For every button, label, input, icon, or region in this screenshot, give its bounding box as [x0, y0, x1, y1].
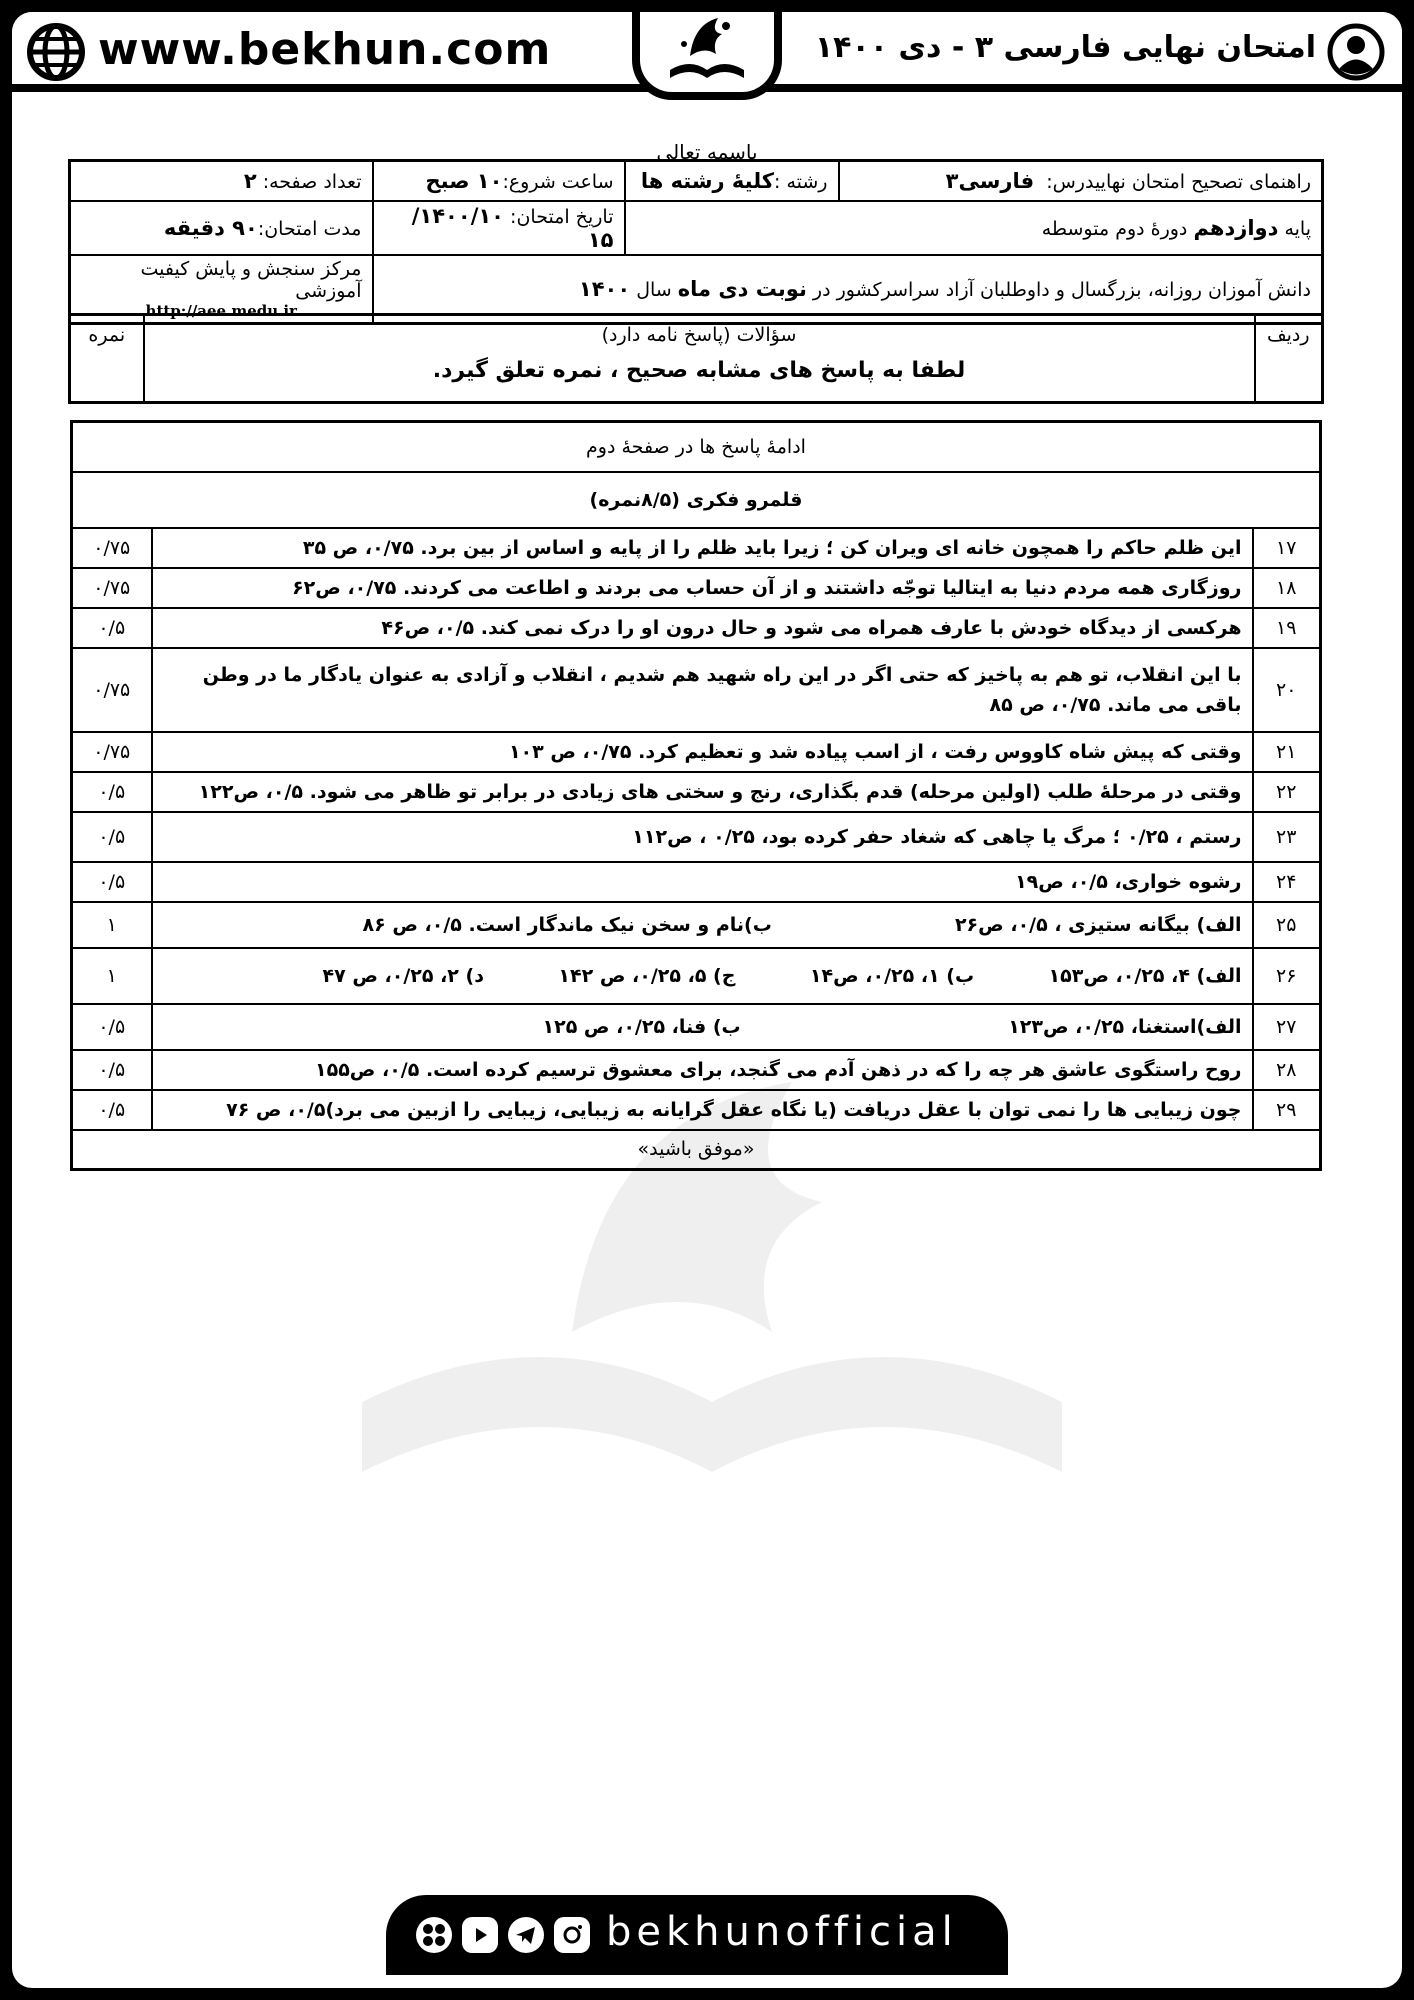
date-cell	[373, 201, 625, 255]
date-value: ۱۴۰۰/۱۰/ ۱۵	[411, 203, 614, 252]
answer-number: ۲۶	[1253, 948, 1321, 1004]
youtube-icon[interactable]	[462, 1917, 498, 1953]
instagram-icon[interactable]	[554, 1917, 590, 1953]
answer-number: ۲۸	[1253, 1050, 1321, 1090]
bismillah-heading: باسمه تعالی	[656, 140, 758, 164]
answer-number: ۲۴	[1253, 862, 1321, 902]
answer-text	[152, 1004, 1253, 1050]
answer-part-b: ب)نام و سخن نیک ماندگار است. ۰/۵، ص ۸۶	[362, 913, 772, 936]
social-footer	[386, 1895, 1008, 1975]
answer-text: رستم ، ۰/۲۵ ؛ مرگ یا چاهی که شغاد حفر کرده بود، ۰/۲۵ ، ص۱۱۲	[152, 812, 1253, 862]
center-name: مرکز سنجش و پایش کیفیت آموزشی	[140, 257, 362, 302]
pages-label: تعداد صفحه:	[262, 170, 362, 193]
answer-text: روزگاری همه مردم دنیا به ایتالیا توجّه داشتند و از آن حساب می بردند و اطاعت می کردند. ۰/۷۵، ص۶۲	[152, 568, 1253, 608]
answer-text: روح راستگوی عاشق هر چه را که در ذهن آدم می گنجد، برای معشوق ترسیم کرده است. ۰/۵، ص۱۵۵	[152, 1050, 1253, 1090]
answer-score: ۰/۷۵	[72, 648, 152, 732]
course-value: فارسی۳	[945, 168, 1035, 193]
answer-row-27	[72, 1004, 1321, 1050]
exam-info-table	[68, 159, 1324, 325]
answer-row	[72, 1050, 1321, 1090]
answer-score: ۰/۵	[72, 1050, 152, 1090]
date-label: تاریخ امتحان:	[510, 205, 614, 228]
user-icon[interactable]	[1326, 22, 1386, 82]
duration-cell	[70, 201, 373, 255]
answer-text: رشوه خواری، ۰/۵، ص۱۹	[152, 862, 1253, 902]
page-count-cell	[70, 161, 373, 201]
answer-number: ۱۷	[1253, 528, 1321, 568]
grade-cell	[625, 201, 1323, 255]
questions-header-table	[68, 313, 1324, 404]
answer-score: ۰/۵	[72, 1090, 152, 1130]
session-value: نوبت دی ماه	[677, 276, 807, 301]
pages-value: ۲	[243, 168, 257, 193]
center-url-link[interactable]: http://aee.medu.ir	[145, 301, 297, 320]
answer-row	[72, 862, 1321, 902]
duration-value: ۹۰ دقیقه	[163, 215, 258, 240]
answer-text: وقتی که پیش شاه کاووس رفت ، از اسب پیاده شد و تعظیم کرد. ۰/۷۵، ص ۱۰۳	[152, 732, 1253, 772]
answer-row-25	[72, 902, 1321, 948]
answer-score: ۰/۷۵	[72, 528, 152, 568]
answer-number: ۲۱	[1253, 732, 1321, 772]
field-value: کلیهٔ رشته ها	[640, 168, 775, 193]
answer-score: ۰/۷۵	[72, 732, 152, 772]
answer-part-a: الف) بیگانه ستیزی ، ۰/۵، ص۲۶	[954, 913, 1242, 936]
telegram-icon[interactable]	[508, 1917, 544, 1953]
year-label: سال	[636, 278, 672, 301]
answer-part-a: الف) ۴، ۰/۲۵، ص۱۵۳	[1048, 964, 1242, 987]
answer-row	[72, 732, 1321, 772]
aparat-icon[interactable]	[416, 1917, 452, 1953]
answer-part-b: ب) ۱، ۰/۲۵، ص۱۴	[809, 964, 975, 987]
score-label-cell: نمره	[70, 315, 144, 403]
answer-score: ۱	[72, 948, 152, 1004]
answer-text: این ظلم حاکم را همچون خانه ای ویران کن ؛ زیرا باید ظلم را از پایه و اساس از بین برد. ۰/۷۵، ص ۳۵	[152, 528, 1253, 568]
section-title: قلمرو فکری (۸/۵نمره)	[72, 472, 1321, 528]
answer-part-c: ج) ۵، ۰/۲۵، ص ۱۴۲	[558, 964, 736, 987]
answer-row	[72, 608, 1321, 648]
exam-title: امتحان نهایی فارسی ۳ - دی ۱۴۰۰	[814, 30, 1316, 65]
start-label: ساعت شروع:	[502, 170, 614, 193]
globe-icon	[26, 22, 86, 82]
answer-row	[72, 812, 1321, 862]
answer-number: ۲۵	[1253, 902, 1321, 948]
answer-score: ۰/۵	[72, 862, 152, 902]
students-text: دانش آموزان روزانه، بزرگسال و داوطلبان آزاد سراسرکشور در	[812, 278, 1311, 301]
answer-score: ۰/۵	[72, 1004, 152, 1050]
answer-text: با این انقلاب، تو هم به پاخیز که حتی اگر در این راه شهید هم شدیم ، انقلاب و آزادی به عنوان یادگار ما در وطن باقی می ماند. ۰/۷۵، ص ۸۵	[152, 648, 1253, 732]
field-cell	[625, 161, 839, 201]
year-value: ۱۴۰۰	[578, 276, 631, 301]
social-handle[interactable]: bekhunofficial	[606, 1909, 958, 1955]
brand-logo	[632, 12, 782, 100]
row-label-cell: ردیف	[1255, 315, 1323, 403]
answer-part-b: ب) فنا، ۰/۲۵، ص ۱۲۵	[542, 1015, 741, 1038]
guide-label: راهنمای تصحیح امتحان نهایی	[1094, 170, 1311, 193]
social-icons	[416, 1917, 590, 1953]
answer-row	[72, 772, 1321, 812]
answer-row	[72, 648, 1321, 732]
closing-wish: «موفق باشید»	[72, 1130, 1321, 1170]
answer-score: ۱	[72, 902, 152, 948]
grade-value: دوازدهم	[1193, 215, 1279, 240]
continued-note: ادامهٔ پاسخ ها در صفحهٔ دوم	[72, 422, 1321, 472]
answer-row	[72, 568, 1321, 608]
answer-part-a: الف)استغنا، ۰/۲۵، ص۱۲۳	[1008, 1015, 1242, 1038]
header-bar	[12, 12, 1402, 92]
answer-score: ۰/۵	[72, 772, 152, 812]
field-label: رشته :	[774, 170, 828, 193]
answer-number: ۱۸	[1253, 568, 1321, 608]
answer-text	[152, 948, 1253, 1004]
grading-note: لطفا به پاسخ های مشابه صحیح ، نمره تعلق گیرد.	[432, 358, 966, 383]
answer-number: ۱۹	[1253, 608, 1321, 648]
answer-number: ۲۹	[1253, 1090, 1321, 1130]
grade-rest: دورهٔ دوم متوسطه	[1041, 217, 1188, 240]
answer-number: ۲۷	[1253, 1004, 1321, 1050]
duration-label: مدت امتحان:	[257, 217, 362, 240]
start-time-cell	[373, 161, 625, 201]
answer-score: ۰/۵	[72, 608, 152, 648]
answer-text: هرکسی از دیدگاه خودش با عارف همراه می شود و حال درون او را درک نمی کند. ۰/۵، ص۴۶	[152, 608, 1253, 648]
course-label: درس:	[1046, 170, 1095, 193]
start-value: ۱۰ صبح	[425, 168, 503, 193]
answer-row	[72, 1090, 1321, 1130]
answers-body	[72, 528, 1321, 902]
answer-number: ۲۲	[1253, 772, 1321, 812]
answer-text: چون زیبایی ها را نمی توان با عقل دریافت (یا نگاه عقل گرایانه به زیبایی، زیبایی را ازبین می برد)۰/۵، ص ۷۶	[152, 1090, 1253, 1130]
answer-text: وقتی در مرحلهٔ طلب (اولین مرحله) قدم بگذاری، رنج و سختی های زیادی در برابر تو ظاهر می شود. ۰/۵، ص۱۲۲	[152, 772, 1253, 812]
answer-part-d: د) ۲، ۰/۲۵، ص ۴۷	[322, 964, 484, 987]
answer-score: ۰/۵	[72, 812, 152, 862]
answers-tail	[72, 1050, 1321, 1130]
site-url-link[interactable]: www.bekhun.com	[98, 24, 552, 75]
answer-text	[152, 902, 1253, 948]
grade-label: پایه	[1284, 217, 1311, 240]
answer-number: ۲۰	[1253, 648, 1321, 732]
answers-table	[70, 420, 1322, 1171]
answer-row	[72, 528, 1321, 568]
questions-title: سؤالات (پاسخ نامه دارد)	[601, 324, 797, 346]
questions-title-cell	[144, 315, 1255, 403]
book-logo-icon	[660, 12, 754, 86]
course-cell	[839, 161, 1323, 201]
answer-number: ۲۳	[1253, 812, 1321, 862]
answer-row-26	[72, 948, 1321, 1004]
answer-score: ۰/۷۵	[72, 568, 152, 608]
